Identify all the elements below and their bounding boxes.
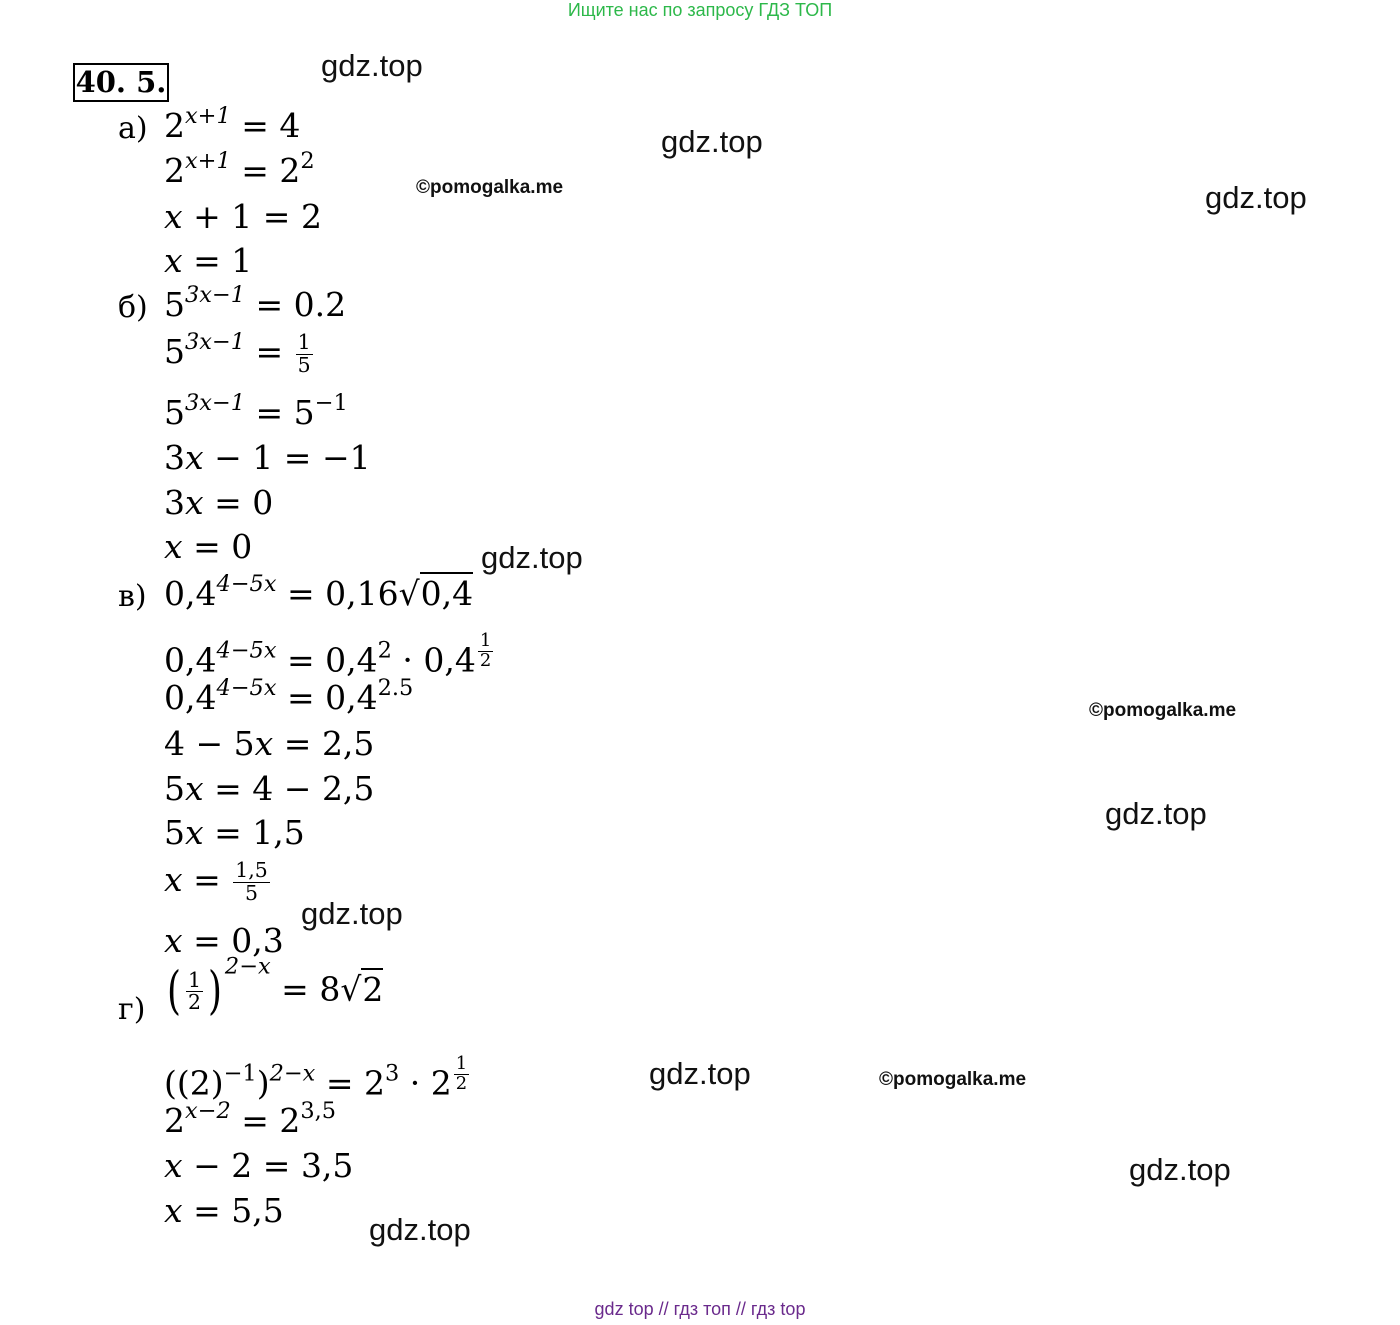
watermark-pomogalka: ©pomogalka.me bbox=[879, 1069, 1027, 1090]
fraction: $\frac{1,5}{5}$ bbox=[235, 858, 268, 905]
watermark-gdz: gdz.top bbox=[321, 48, 423, 83]
eq-b-3: $5^{3x-1} = 5^{-1}$ bbox=[164, 390, 348, 432]
eq-b-1: $5^{3x-1} = 0.2$ bbox=[164, 282, 347, 324]
eq-b-5: 3x = 0 bbox=[164, 483, 274, 522]
eq-v-6: 5x = 1,5 bbox=[164, 813, 305, 852]
watermark-gdz: gdz.top bbox=[1105, 796, 1207, 831]
eq-b-6: x = 0 bbox=[164, 527, 253, 566]
eq-v-7: x = $\frac{1,5}{5}$ bbox=[164, 858, 268, 905]
eq-g-1: ( $\frac{1}{2}$ ) $^{2-x}$ = 8√2 bbox=[166, 953, 384, 1021]
watermark-gdz: gdz.top bbox=[481, 540, 583, 575]
watermark-gdz: gdz.top bbox=[301, 896, 403, 931]
footer-links[interactable]: gdz top // гдз топ // гдз top bbox=[594, 1299, 806, 1319]
eq-v-4: 4 − 5x = 2,5 bbox=[164, 724, 375, 763]
watermark-gdz: gdz.top bbox=[649, 1056, 751, 1091]
problem-number: 40. 5. bbox=[73, 63, 169, 102]
eq-v-5: 5x = 4 − 2,5 bbox=[164, 769, 375, 808]
eq-a-2: $2^{x+1} = 2^2$ bbox=[164, 148, 315, 190]
watermark-gdz: gdz.top bbox=[1205, 180, 1307, 215]
part-a-label: а) bbox=[118, 111, 148, 146]
eq-v-3: $0,4^{4-5x} = 0,4^{2.5}$ bbox=[164, 675, 414, 717]
watermark-gdz: gdz.top bbox=[661, 124, 763, 159]
part-v-label: в) bbox=[118, 579, 147, 614]
eq-v-1: $0,4^{4-5x} = 0,16√0,4$ bbox=[164, 571, 474, 613]
eq-a-1: $2^{x+1} = 4$ bbox=[164, 103, 301, 145]
eq-g-4: x − 2 = 3,5 bbox=[164, 1146, 354, 1185]
eq-g-5: x = 5,5 bbox=[164, 1191, 284, 1230]
watermark-gdz: gdz.top bbox=[1129, 1152, 1231, 1187]
eq-a-3: x + 1 = 2 bbox=[164, 197, 322, 236]
watermark-pomogalka: ©pomogalka.me bbox=[1089, 700, 1237, 721]
watermark-gdz: gdz.top bbox=[369, 1212, 471, 1247]
part-g-label: г) bbox=[118, 992, 146, 1027]
eq-a-4: x = 1 bbox=[164, 241, 253, 280]
watermark-pomogalka: ©pomogalka.me bbox=[416, 177, 564, 198]
eq-b-2: $5^{3x-1}$ = $\frac{1}{5}$ bbox=[164, 329, 311, 377]
fraction: $\frac{1}{5}$ bbox=[297, 330, 311, 377]
eq-g-3: $2^{x-2} = 2^{3,5}$ bbox=[164, 1098, 337, 1140]
part-b-label: б) bbox=[118, 290, 148, 325]
eq-v-8: x = 0,3 bbox=[164, 921, 284, 960]
eq-v-2: $0,4^{4-5x} = 0,4^2 \cdot 0,4$ $^{\frac{1}{2}}$ bbox=[164, 630, 492, 680]
eq-b-4: 3x − 1 = −1 bbox=[164, 438, 371, 477]
top-banner: Ищите нас по запросу ГДЗ ТОП bbox=[567, 0, 833, 20]
eq-g-2: $((2)^{-1})^{2-x} = 2^3 \cdot 2$ $^{\frac{1}{2}}$ bbox=[164, 1053, 468, 1103]
